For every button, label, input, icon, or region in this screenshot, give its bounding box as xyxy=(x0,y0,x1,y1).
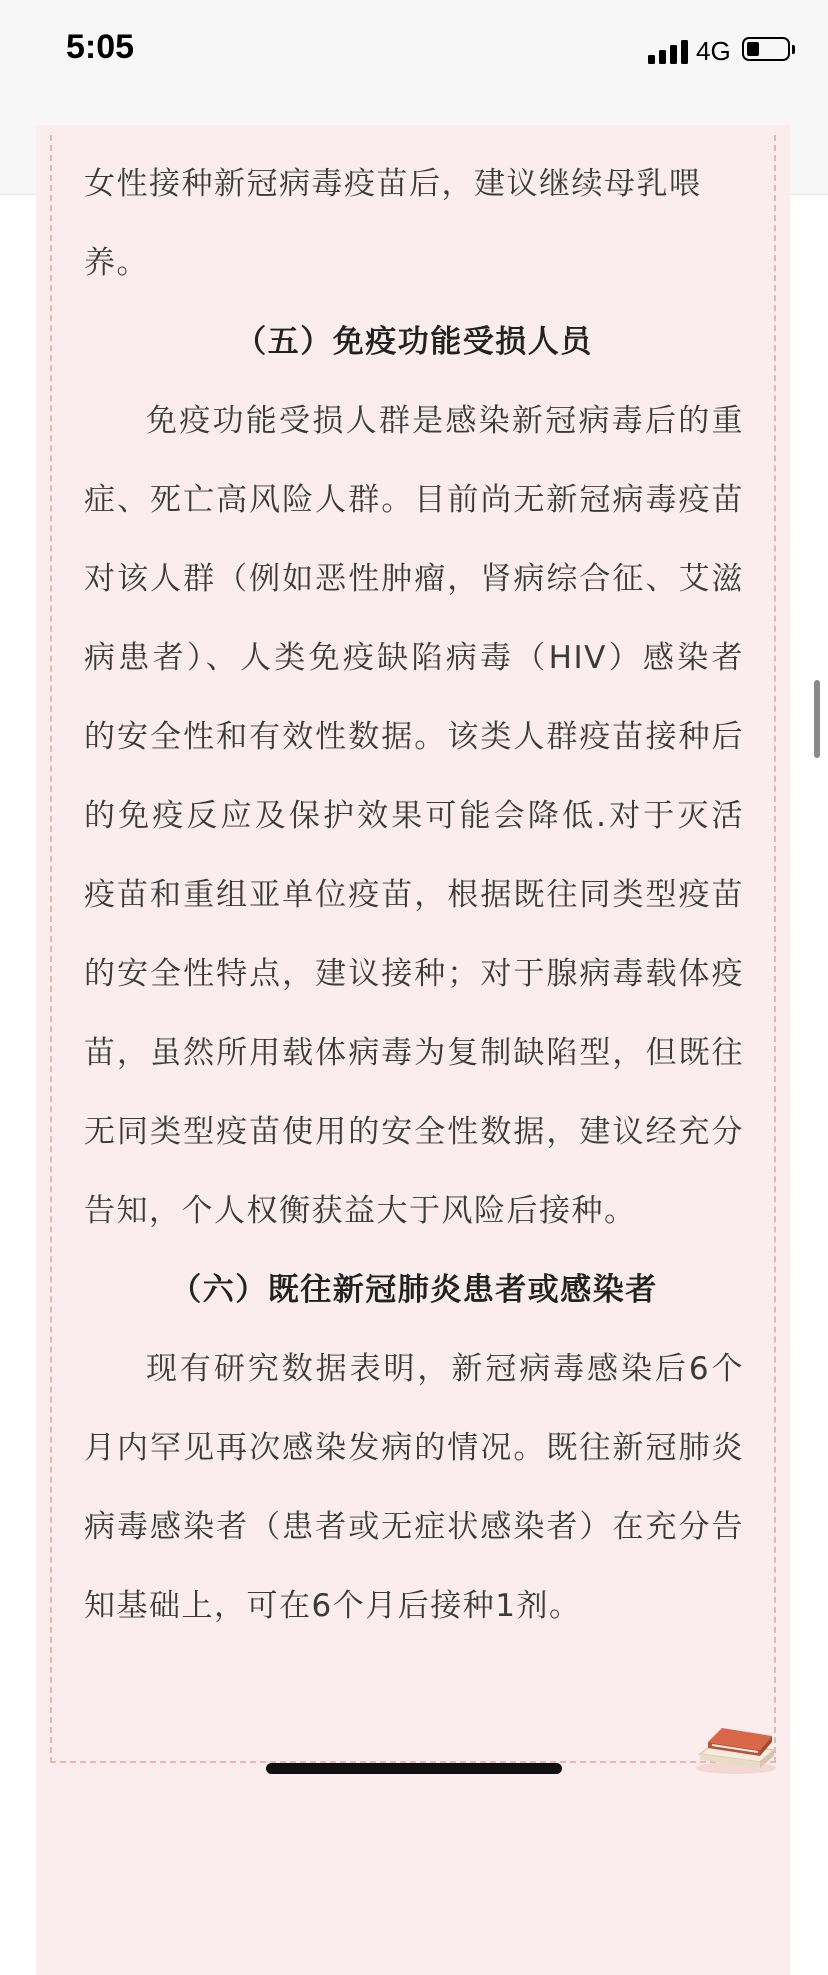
network-type: 4G xyxy=(696,36,731,66)
home-indicator[interactable] xyxy=(266,1763,562,1774)
scrollbar[interactable] xyxy=(814,680,820,758)
article-paragraph: 养。 xyxy=(84,245,149,281)
books-icon xyxy=(690,1710,782,1776)
section-heading: （五）免疫功能受损人员 xyxy=(235,324,593,360)
article-body xyxy=(84,145,744,1646)
battery-level xyxy=(747,42,759,56)
article-paragraph: 免疫功能受损人群是感染新冠病毒后的重症、死亡高风险人群。目前尚无新冠病毒疫苗对该人群（例如恶性肿瘤，肾病综合征、艾滋病患者）、人类免疫缺陷病毒（HIV）感染者的安全性和有效性数据。该类人群疫苗接种后的免疫反应及保护效果可能会降低.对于灭活疫苗和重组亚单位疫苗，根据既往同类型疫苗的安全性特点，建议接种；对于腺病毒载体疫苗，虽然所用载体病毒为复制缺陷型，但既往无同类型疫苗使用的安全性数据，建议经充分告知，个人权衡获益大于风险后接种。 xyxy=(84,403,744,1229)
status-time: 5:05 xyxy=(66,28,135,66)
status-bar xyxy=(0,0,828,100)
battery-cap xyxy=(792,45,795,54)
signal-strength-icon xyxy=(648,38,690,64)
section-heading: （六）既往新冠肺炎患者或感染者 xyxy=(170,1272,658,1308)
battery-icon xyxy=(742,37,790,61)
article-partial-line: 女性接种新冠病毒疫苗后，建议继续母乳喂 xyxy=(84,166,702,202)
article-paragraph: 现有研究数据表明，新冠病毒感染后6个月内罕见再次感染发病的情况。既往新冠肺炎病毒感染者（患者或无症状感染者）在充分告知基础上，可在6个月后接种1剂。 xyxy=(84,1351,744,1624)
article-scroll-area[interactable] xyxy=(0,166,828,1793)
